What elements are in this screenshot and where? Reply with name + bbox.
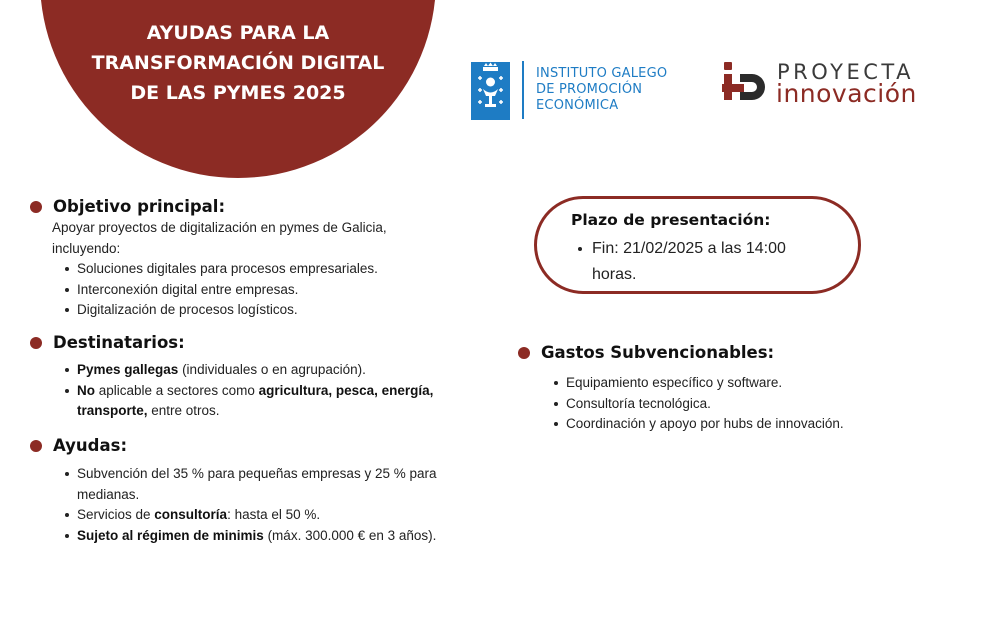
section-heading: [30, 196, 450, 218]
galicia-shield-icon: [471, 62, 510, 120]
gastos-list: [552, 373, 958, 435]
section-heading: [30, 435, 450, 457]
igape-line: DE PROMOCIÓN: [536, 82, 643, 97]
list-item: Soluciones digitales para procesos empresariales.: [63, 259, 450, 280]
section-heading: [30, 332, 450, 354]
proyecta-mark-icon: [722, 62, 768, 106]
list-item: Interconexión digital entre empresas.: [63, 280, 450, 301]
list-item: Fin: 21/02/2025 a las 14:00 horas.: [576, 236, 786, 288]
title-line: DE LAS PYMES 2025: [130, 82, 346, 104]
ayudas-title: Ayudas:: [53, 436, 128, 455]
section-heading: [518, 342, 958, 364]
title-line: AYUDAS PARA LA: [146, 22, 330, 44]
bold-text: agricultura, pesca, energía, transporte,: [77, 382, 434, 418]
destinatarios-list: [63, 360, 450, 422]
list-text: entre otros.: [147, 403, 220, 418]
bold-text: Sujeto al régimen de minimis: [77, 527, 264, 543]
gastos-section: [518, 342, 958, 435]
bold-text: consultoría: [154, 507, 228, 522]
list-text: (individuales o en agrupación).: [178, 362, 366, 377]
plazo-box: [534, 196, 861, 294]
destinatarios-title: Destinatarios:: [53, 333, 185, 352]
list-item: Digitalización de procesos logísticos.: [63, 300, 450, 321]
igape-line: ECONÓMICA: [536, 98, 619, 113]
list-item: Subvención del 35 % para pequeñas empresas y 25 % para medianas.: [63, 464, 450, 505]
logo-divider: [522, 61, 524, 119]
page-title: [60, 18, 416, 108]
ayudas-list: [63, 464, 450, 546]
bold-text: No: [77, 382, 95, 398]
proyecta-word: PROYECTA: [777, 60, 914, 84]
list-item: [63, 381, 450, 422]
ayudas-section: [30, 435, 450, 546]
bullet-dot-icon: [30, 337, 42, 349]
bullet-dot-icon: [518, 347, 530, 359]
list-item: Consultoría tecnológica.: [552, 394, 958, 415]
list-item: [63, 526, 450, 547]
list-text: (máx. 300.000 € en 3 años).: [263, 527, 437, 543]
proyecta-logo: [722, 60, 952, 110]
list-text: Servicios de: [77, 507, 155, 522]
list-item: Equipamiento específico y software.: [552, 373, 958, 394]
destinatarios-section: [30, 332, 450, 422]
list-item: [63, 505, 450, 526]
objetivo-title: Objetivo principal:: [53, 197, 226, 216]
title-line: TRANSFORMACIÓN DIGITAL: [91, 52, 385, 74]
igape-line: INSTITUTO GALEGO: [536, 66, 668, 81]
igape-logo: [471, 61, 701, 121]
igape-wordmark: [536, 66, 667, 114]
bold-text: Pymes gallegas: [77, 362, 179, 377]
plazo-title: Plazo de presentación:: [571, 211, 771, 229]
objetivo-list: [63, 259, 450, 321]
innovacion-word: innovación: [776, 79, 917, 108]
bullet-dot-icon: [30, 440, 42, 452]
plazo-list: [576, 236, 786, 288]
bullet-dot-icon: [30, 201, 42, 213]
objetivo-intro: Apoyar proyectos de digitalización en pymes de Galicia, incluyendo:: [52, 220, 387, 256]
list-item: [63, 360, 450, 381]
list-text: : hasta el 50 %.: [227, 507, 321, 522]
objetivo-section: [30, 196, 450, 321]
list-item: Coordinación y apoyo por hubs de innovación.: [552, 414, 958, 435]
gastos-title: Gastos Subvencionables:: [541, 343, 775, 362]
list-text: aplicable a sectores como: [95, 382, 259, 398]
